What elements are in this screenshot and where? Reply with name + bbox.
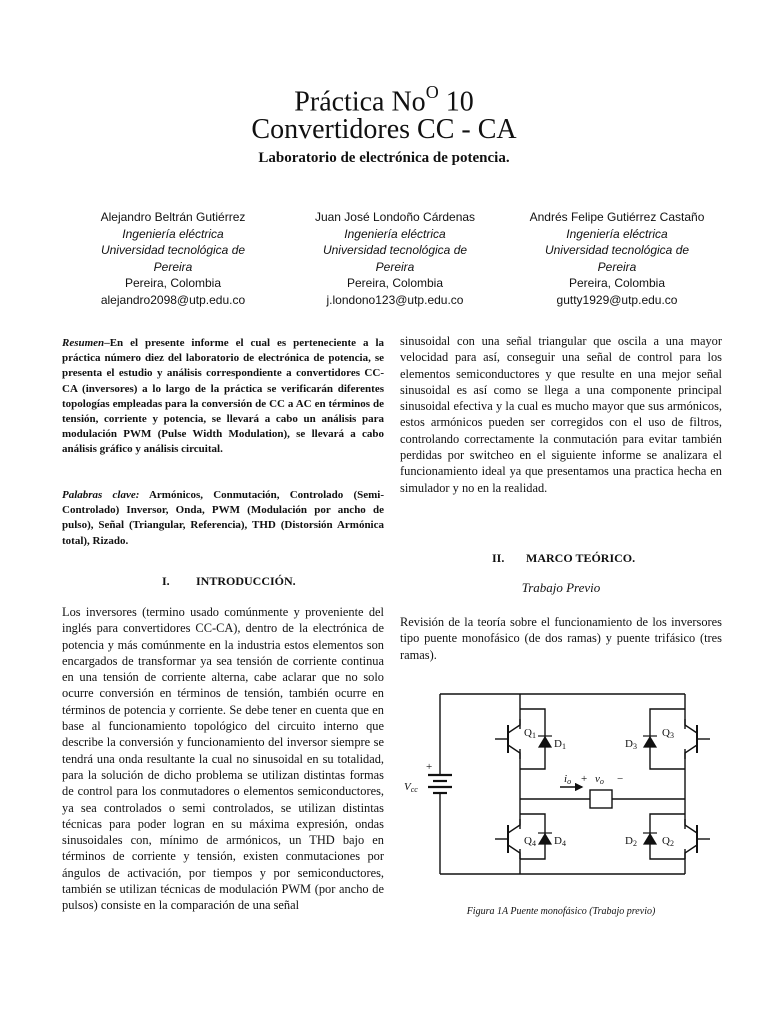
label-q3: Q3: [662, 727, 674, 740]
author-dept: Ingeniería eléctrica: [566, 226, 668, 241]
abstract: [62, 336, 384, 458]
author-university: Universidad tecnológica de: [100, 243, 246, 257]
label-q2: Q2: [662, 835, 674, 848]
label-d3: D3: [625, 738, 637, 751]
right-paragraph: sinusoidal con una señal triangular que oscila a una mayor velocidad para así, conseguir una señal de control para los elementos semiconductores y que resulte en una mejor señal sinusoidal es así como se llega a una componente principal sinusoidal efectiva y la cual es mucho mayor que sus armónicos, estos armónicos pueden ser corregidos con el uso de filtros, controlando correctamente la conmutación para evitar también perdidas por switcheo en el siguiente informe se analizara el funcionamiento ideal ya que presentamos una practica hecha en simulador y no en la realidad.: [400, 334, 722, 495]
keywords-text: Armónicos, Conmutación, Controlado (Semi- Controlado) Inversor, Onda, PWM (Modulación por ancho de pulso), Señal (Triangular, Referencia), THD (Distorsión Armónica total), Rizado.: [62, 489, 384, 547]
author-block-1: [62, 209, 284, 308]
page-title-line2: Convertidores CC - CA: [251, 114, 517, 145]
label-battery-plus: +: [426, 761, 433, 773]
label-d2: D2: [625, 835, 637, 848]
keywords: [62, 488, 384, 549]
author-university-line2: Pereira: [153, 259, 193, 274]
inverter-circuit-diagram: [400, 689, 722, 907]
section-number-marco: II.: [492, 551, 505, 565]
label-io: io: [564, 773, 572, 786]
intro-paragraph: Los inversores (termino usado comúnmente y proveniente del inglés para convertidores CC-CA), dentro de la electrónica de potencia y más comúnmente en la industria estos elementos son encargados de transformar ya sea tensión de corriente continua en una tensión de corriente alterna, cabe aclarar que no solo ocurre conversión en términos de tensión, también ocurre en términos de potencia y corriente. Se debe tener en cuenta que en base al funcionamiento topológico del circuito interno que describe la conversión y funcionamiento del inversor siempre se tendrá una onda resultante la cual no sinusoidal en su totalidad, para la solución de dicho problema se utilizan distintas formas de control para los conmutadores o elementos semiconductores, ya sea controlados o semi controlados, se utilizan distintas técnicas para poder logran en su máxima expresión, ondas sinusoidales con, mínimo de armónicos, un THD bajo en términos de corriente y tensión, existen conmutaciones por ángulos de activación, por tiempos y por semiconductores, también se utilizan técnicas de modulación PWM (por ancho de pulsos) consiste en la comparación de una señal: [62, 605, 384, 913]
subsection-trabajo-previo: Trabajo Previo: [521, 580, 601, 595]
author-city: Pereira, Colombia: [568, 276, 666, 290]
author-dept: Ingeniería eléctrica: [344, 226, 446, 241]
author-university: Universidad tecnológica de: [544, 243, 690, 257]
abstract-label: Resumen: [62, 337, 105, 349]
diode-d2: [644, 834, 656, 844]
page-title: Práctica $No^O$ 10: [294, 82, 474, 118]
author-university: Universidad tecnológica de: [322, 243, 468, 257]
author-email: alejandro2098@utp.edu.co: [100, 292, 246, 307]
page-subtitle: Laboratorio de electrónica de potencia.: [258, 150, 510, 166]
label-vo: vo: [595, 773, 604, 786]
abstract-text: –En el presente informe el cual es perteneciente a la práctica número diez del laboratorio de electrónica de potencia, se presenta el estudio y análisis correspondiente a convertidores CC-CA (inversores) a lo largo de la práctica se verificarán diferentes topologías empleadas para la conversión de CC a AC en términos de tensión, corriente y potencia, se llevará a cabo un análisis para modulación PWM (Pulse Width Modulation), se llevará a cabo análisis gráfico y análisis circuital.: [62, 337, 384, 456]
author-block-3: [506, 209, 728, 308]
diode-d3: [644, 737, 656, 747]
label-vcc: Vcc: [404, 781, 418, 794]
author-email: j.londono123@utp.edu.co: [326, 292, 464, 307]
label-d4: D4: [554, 835, 566, 848]
marco-paragraph: Revisión de la teoría sobre el funcionamiento de los inversores tipo puente monofásico (de dos ramas) y puente trifásico (tres ramas).: [400, 615, 722, 662]
author-name: Juan José Londoño Cárdenas: [314, 210, 476, 224]
author-university-line2: Pereira: [597, 259, 637, 274]
label-q1: Q1: [524, 727, 536, 740]
author-block-2: [284, 209, 506, 308]
keywords-label: Palabras clave:: [62, 489, 140, 501]
label-d1: D1: [554, 738, 566, 751]
diode-d1: [539, 737, 551, 747]
section-number-intro: I.: [162, 574, 170, 588]
section-heading-marco: MARCO TEÓRICO.: [526, 551, 636, 565]
author-city: Pereira, Colombia: [346, 276, 444, 290]
figure-caption: Figura 1A Puente monofásico (Trabajo previo): [466, 906, 656, 917]
author-university-line2: Pereira: [375, 259, 415, 274]
label-vo-plus: +: [581, 773, 588, 785]
label-q4: Q4: [524, 835, 536, 848]
load-box: [590, 790, 612, 808]
diode-d4: [539, 834, 551, 844]
author-city: Pereira, Colombia: [124, 276, 222, 290]
section-heading-intro: INTRODUCCIÓN.: [196, 574, 296, 588]
author-dept: Ingeniería eléctrica: [122, 226, 224, 241]
author-name: Andrés Felipe Gutiérrez Castaño: [529, 210, 705, 224]
author-name: Alejandro Beltrán Gutiérrez: [100, 210, 246, 224]
author-email: gutty1929@utp.edu.co: [556, 292, 678, 307]
label-vo-minus: −: [617, 773, 624, 785]
